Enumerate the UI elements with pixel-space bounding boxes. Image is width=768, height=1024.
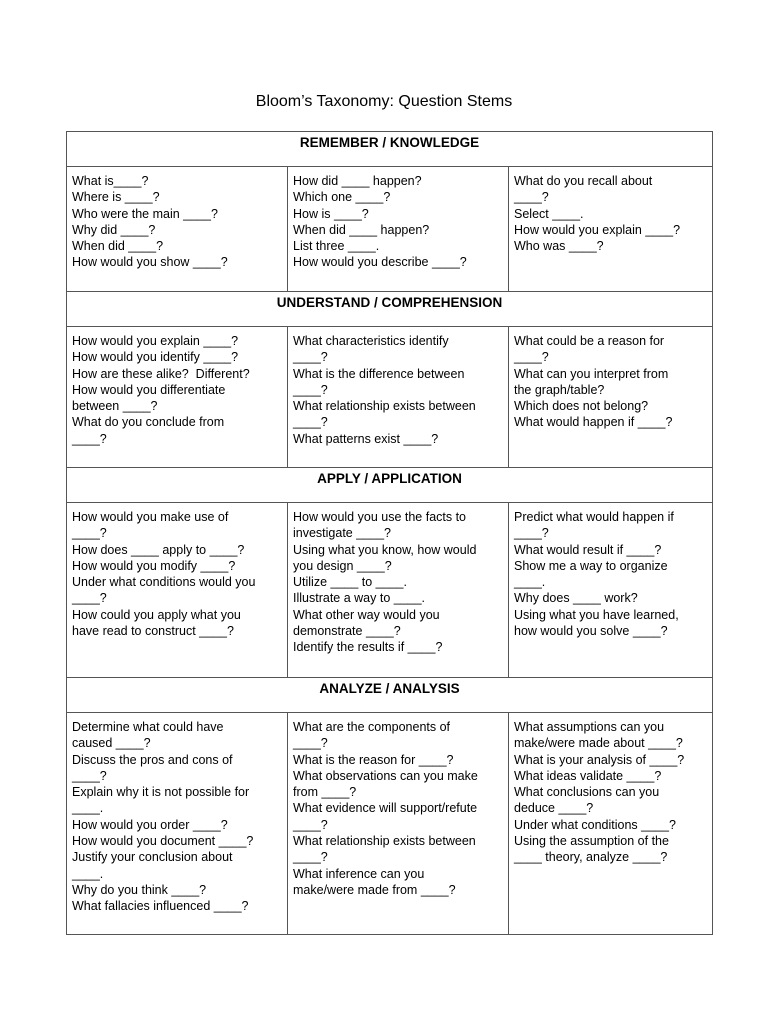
- question-stem-line: What ideas validate ____?: [514, 768, 662, 783]
- question-stem-line: Using what you know, how would: [293, 542, 477, 557]
- question-stem-line: ____?: [72, 591, 107, 606]
- question-stem-line: How would you make use of: [72, 510, 229, 524]
- question-stem-line: ____.: [514, 575, 546, 590]
- question-stem-line: What is your analysis of ____?: [514, 752, 685, 767]
- question-stem-line: What evidence will support/refute: [293, 801, 478, 816]
- question-stem-line: When did ____?: [72, 239, 164, 254]
- question-stem-line: What characteristics identify: [293, 334, 449, 348]
- question-stem-line: ____?: [514, 350, 549, 365]
- question-cell: [67, 327, 288, 468]
- section-content-row: [67, 327, 713, 468]
- section-content-row: [67, 503, 713, 678]
- question-stem-line: ____?: [293, 736, 328, 751]
- section-header-row: [67, 678, 713, 713]
- question-stem-line: ____?: [293, 350, 328, 365]
- question-stem-line: ____?: [72, 526, 107, 541]
- question-stem-line: ____?: [293, 817, 328, 832]
- question-stem-line: How would you use the facts to: [293, 510, 467, 524]
- question-stem-line: Using what you have learned,: [514, 607, 679, 622]
- question-stem-line: ____?: [72, 431, 107, 446]
- question-stem-line: Explain why it is not possible for: [72, 785, 250, 800]
- question-stem-line: make/were made from ____?: [293, 882, 456, 897]
- question-cell: [67, 167, 288, 292]
- question-stem-line: How would you order ____?: [72, 817, 228, 832]
- question-stem-line: How would you differentiate: [72, 382, 226, 397]
- question-cell: [288, 503, 509, 678]
- question-stem-line: ____?: [514, 526, 549, 541]
- question-stem-line: How would you show ____?: [72, 255, 228, 270]
- question-stem-line: How would you document ____?: [72, 834, 254, 849]
- question-stem-line: ____ theory, analyze ____?: [514, 850, 668, 865]
- question-stem-line: Who were the main ____?: [72, 206, 218, 221]
- question-stem-line: Discuss the pros and cons of: [72, 752, 233, 767]
- question-stem-line: how would you solve ____?: [514, 624, 668, 639]
- question-stem-line: ____.: [72, 801, 104, 816]
- question-stem-line: When did ____ happen?: [293, 222, 430, 237]
- question-stem-line: What would result if ____?: [514, 542, 662, 557]
- question-stem-line: How would you identify ____?: [72, 350, 239, 365]
- section-heading: REMEMBER / KNOWLEDGE: [67, 132, 713, 167]
- question-stem-line: you design ____?: [293, 558, 392, 573]
- section-content-row: [67, 713, 713, 935]
- question-stem-line: Why does ____ work?: [514, 591, 638, 606]
- question-stem-line: Why do you think ____?: [72, 882, 207, 897]
- page-title: Bloom’s Taxonomy: Question Stems: [255, 93, 513, 110]
- question-stem-line: How could you apply what you: [72, 607, 241, 622]
- question-stem-line: Select ____.: [514, 206, 584, 221]
- question-stem-line: What assumptions can you: [514, 720, 665, 734]
- section-header-row: [67, 468, 713, 503]
- question-stem-line: Show me a way to organize: [514, 558, 668, 573]
- question-stem-line: the graph/table?: [514, 382, 605, 397]
- question-stem-line: Utilize ____ to ____.: [293, 575, 407, 590]
- question-stem-line: What is the reason for ____?: [293, 752, 454, 767]
- question-stem-line: List three ____.: [293, 239, 380, 254]
- question-stem-line: What are the components of: [293, 720, 451, 734]
- question-stem-line: from ____?: [293, 785, 357, 800]
- question-stem-line: What is the difference between: [293, 366, 465, 381]
- question-stem-line: What do you recall about: [514, 174, 653, 188]
- question-cell: [288, 167, 509, 292]
- section-heading: UNDERSTAND / COMPREHENSION: [67, 292, 713, 327]
- question-stem-line: deduce ____?: [514, 801, 594, 816]
- question-stem-line: Why did ____?: [72, 222, 156, 237]
- question-stem-line: What could be a reason for: [514, 334, 665, 348]
- question-stem-line: Where is ____?: [72, 190, 160, 205]
- question-stem-line: What observations can you make: [293, 768, 478, 783]
- question-stem-line: How is ____?: [293, 206, 369, 221]
- question-stem-line: What can you interpret from: [514, 366, 669, 381]
- question-stems-table: [66, 131, 713, 935]
- question-stem-line: How would you explain ____?: [514, 222, 681, 237]
- question-stem-line: How does ____ apply to ____?: [72, 542, 245, 557]
- question-stem-line: ____.: [72, 866, 104, 881]
- question-cell: [509, 327, 713, 468]
- question-stem-line: How would you describe ____?: [293, 255, 467, 270]
- question-stem-line: make/were made about ____?: [514, 736, 683, 751]
- question-cell: [288, 327, 509, 468]
- question-stem-line: What patterns exist ____?: [293, 431, 439, 446]
- question-stem-line: Under what conditions would you: [72, 575, 256, 590]
- section-header-row: [67, 132, 713, 167]
- question-stem-line: Under what conditions ____?: [514, 817, 676, 832]
- section-heading: ANALYZE / ANALYSIS: [67, 678, 713, 713]
- question-stem-line: How would you explain ____?: [72, 334, 239, 348]
- question-stem-line: What other way would you: [293, 607, 440, 622]
- question-stem-line: Which one ____?: [293, 190, 391, 205]
- question-stem-line: How are these alike? Different?: [72, 366, 250, 381]
- question-stem-line: ____?: [72, 768, 107, 783]
- question-stem-line: What relationship exists between: [293, 399, 476, 414]
- question-stem-line: What is____?: [72, 174, 149, 188]
- question-stem-line: between ____?: [72, 399, 158, 414]
- question-stem-line: How would you modify ____?: [72, 558, 236, 573]
- question-stem-line: Predict what would happen if: [514, 510, 674, 524]
- question-stem-line: What do you conclude from: [72, 415, 225, 430]
- question-stem-line: Who was ____?: [514, 239, 604, 254]
- question-stem-line: Justify your conclusion about: [72, 850, 233, 865]
- question-cell: [67, 713, 288, 935]
- question-stem-line: What conclusions can you: [514, 785, 660, 800]
- question-stem-line: What relationship exists between: [293, 834, 476, 849]
- question-stem-line: How did ____ happen?: [293, 174, 422, 188]
- question-stem-line: demonstrate ____?: [293, 624, 401, 639]
- question-stem-line: ____?: [293, 415, 328, 430]
- question-stem-line: investigate ____?: [293, 526, 391, 541]
- question-stem-line: Illustrate a way to ____.: [293, 591, 426, 606]
- section-content-row: [67, 167, 713, 292]
- section-heading: APPLY / APPLICATION: [67, 468, 713, 503]
- question-stem-line: have read to construct ____?: [72, 624, 234, 639]
- question-cell: [509, 167, 713, 292]
- question-stem-line: ____?: [293, 850, 328, 865]
- question-cell: [509, 503, 713, 678]
- question-stem-line: Identify the results if ____?: [293, 640, 443, 655]
- section-header-row: [67, 292, 713, 327]
- question-stem-line: What inference can you: [293, 866, 425, 881]
- question-stem-line: Which does not belong?: [514, 399, 649, 414]
- question-stem-line: What would happen if ____?: [514, 415, 673, 430]
- question-stem-line: ____?: [293, 382, 328, 397]
- question-stem-line: caused ____?: [72, 736, 151, 751]
- question-stem-line: Determine what could have: [72, 720, 224, 734]
- question-stem-line: ____?: [514, 190, 549, 205]
- question-cell: [67, 503, 288, 678]
- question-stem-line: Using the assumption of the: [514, 834, 669, 849]
- question-cell: [288, 713, 509, 935]
- question-stem-line: What fallacies influenced ____?: [72, 899, 249, 914]
- question-cell: [509, 713, 713, 935]
